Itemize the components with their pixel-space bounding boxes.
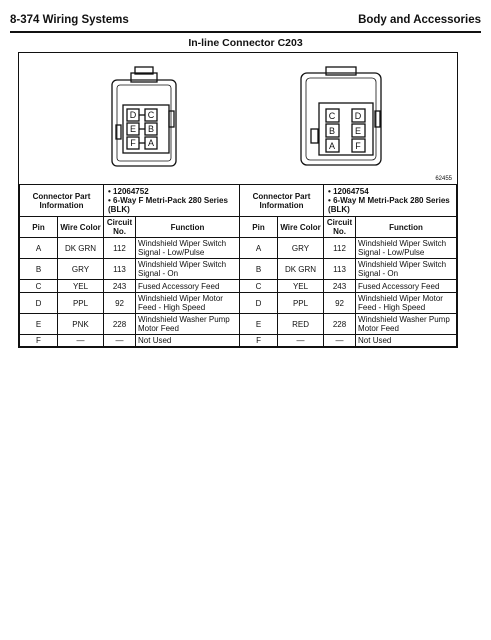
female-pin-label: F: [130, 138, 136, 148]
figure-number: 62455: [435, 176, 452, 182]
function-cell: Windshield Wiper Motor Feed - High Speed: [356, 293, 457, 314]
wire-cell: PPL: [58, 293, 104, 314]
col-pin: Pin: [20, 217, 58, 238]
circuit-cell: 112: [104, 238, 136, 259]
circuit-cell: 113: [324, 259, 356, 280]
page-section-title: 8-374 Wiring Systems: [10, 14, 129, 26]
pin-cell: F: [20, 335, 58, 347]
wire-cell: —: [278, 335, 324, 347]
table-row: [20, 293, 457, 314]
function-cell: Windshield Wiper Switch Signal - Low/Pulse: [136, 238, 240, 259]
function-cell: Windshield Wiper Motor Feed - High Speed: [136, 293, 240, 314]
connector-title: In-line Connector C203: [188, 37, 303, 49]
male-pin-label: C: [328, 111, 336, 121]
pin-cell: A: [20, 238, 58, 259]
pin-cell: C: [240, 280, 278, 293]
connector-diagram-svg: [19, 53, 456, 184]
wire-cell: DK GRN: [58, 238, 104, 259]
function-cell: Windshield Washer Pump Motor Feed: [356, 314, 457, 335]
wire-cell: YEL: [58, 280, 104, 293]
col-wire-color: Wire Color: [58, 217, 104, 238]
female-pin-label: C: [147, 110, 155, 120]
circuit-cell: 92: [324, 293, 356, 314]
pin-cell: B: [20, 259, 58, 280]
pin-cell: D: [20, 293, 58, 314]
wire-cell: RED: [278, 314, 324, 335]
circuit-cell: 112: [324, 238, 356, 259]
male-pin-label: B: [328, 126, 336, 136]
function-cell: Windshield Washer Pump Motor Feed: [136, 314, 240, 335]
pin-cell: A: [240, 238, 278, 259]
pin-cell: B: [240, 259, 278, 280]
function-cell: Not Used: [136, 335, 240, 347]
pin-cell: E: [20, 314, 58, 335]
wire-cell: DK GRN: [278, 259, 324, 280]
circuit-cell: 228: [104, 314, 136, 335]
wire-cell: PPL: [278, 293, 324, 314]
female-pin-label: A: [147, 138, 155, 148]
male-info-label: Connector Part Information: [240, 185, 324, 217]
table-row: [20, 335, 457, 347]
page-header: [10, 14, 481, 30]
male-pin-label: D: [354, 111, 362, 121]
function-cell: Not Used: [356, 335, 457, 347]
pin-cell: E: [240, 314, 278, 335]
female-part-series: • 6-Way F Metri-Pack 280 Series (BLK): [108, 196, 228, 214]
col-function: Function: [356, 217, 457, 238]
function-cell: Fused Accessory Feed: [136, 280, 240, 293]
col-wire-color: Wire Color: [278, 217, 324, 238]
table-row: [20, 314, 457, 335]
part-info-row: [20, 185, 457, 217]
female-part-specs: [104, 185, 240, 217]
male-part-specs: [324, 185, 457, 217]
male-pin-label: F: [355, 141, 361, 151]
circuit-cell: —: [324, 335, 356, 347]
female-part-number: • 12064752: [108, 187, 149, 196]
female-pin-label: E: [129, 124, 137, 134]
female-pin-label: D: [129, 110, 137, 120]
pin-cell: D: [240, 293, 278, 314]
wire-cell: GRY: [278, 238, 324, 259]
male-part-series: • 6-Way M Metri-Pack 280 Series (BLK): [328, 196, 450, 214]
male-pin-label: E: [354, 126, 362, 136]
header-rule: [10, 31, 481, 33]
col-function: Function: [136, 217, 240, 238]
pinout-table: [19, 184, 457, 347]
female-pin-label: B: [147, 124, 155, 134]
wire-cell: —: [58, 335, 104, 347]
col-pin: Pin: [240, 217, 278, 238]
wire-cell: PNK: [58, 314, 104, 335]
male-pin-label: A: [328, 141, 336, 151]
column-header-row: [20, 217, 457, 238]
circuit-cell: 113: [104, 259, 136, 280]
female-connector-drawing: [112, 67, 176, 166]
pin-cell: C: [20, 280, 58, 293]
pin-cell: F: [240, 335, 278, 347]
page-chapter-title: Body and Accessories: [358, 14, 481, 26]
circuit-cell: 243: [104, 280, 136, 293]
function-cell: Windshield Wiper Switch Signal - On: [136, 259, 240, 280]
table-row: [20, 280, 457, 293]
circuit-cell: 243: [324, 280, 356, 293]
circuit-cell: —: [104, 335, 136, 347]
function-cell: Windshield Wiper Switch Signal - On: [356, 259, 457, 280]
connector-diagram: [19, 53, 456, 185]
male-connector-drawing: [301, 67, 381, 165]
connector-box: [18, 52, 458, 348]
table-row: [20, 259, 457, 280]
col-circuit: Circuit No.: [104, 217, 136, 238]
circuit-cell: 92: [104, 293, 136, 314]
wire-cell: YEL: [278, 280, 324, 293]
male-part-number: • 12064754: [328, 187, 369, 196]
function-cell: Windshield Wiper Switch Signal - Low/Pulse: [356, 238, 457, 259]
female-info-label: Connector Part Information: [20, 185, 104, 217]
circuit-cell: 228: [324, 314, 356, 335]
wire-cell: GRY: [58, 259, 104, 280]
table-row: [20, 238, 457, 259]
male-pin-labels: [329, 111, 362, 151]
col-circuit: Circuit No.: [324, 217, 356, 238]
function-cell: Fused Accessory Feed: [356, 280, 457, 293]
